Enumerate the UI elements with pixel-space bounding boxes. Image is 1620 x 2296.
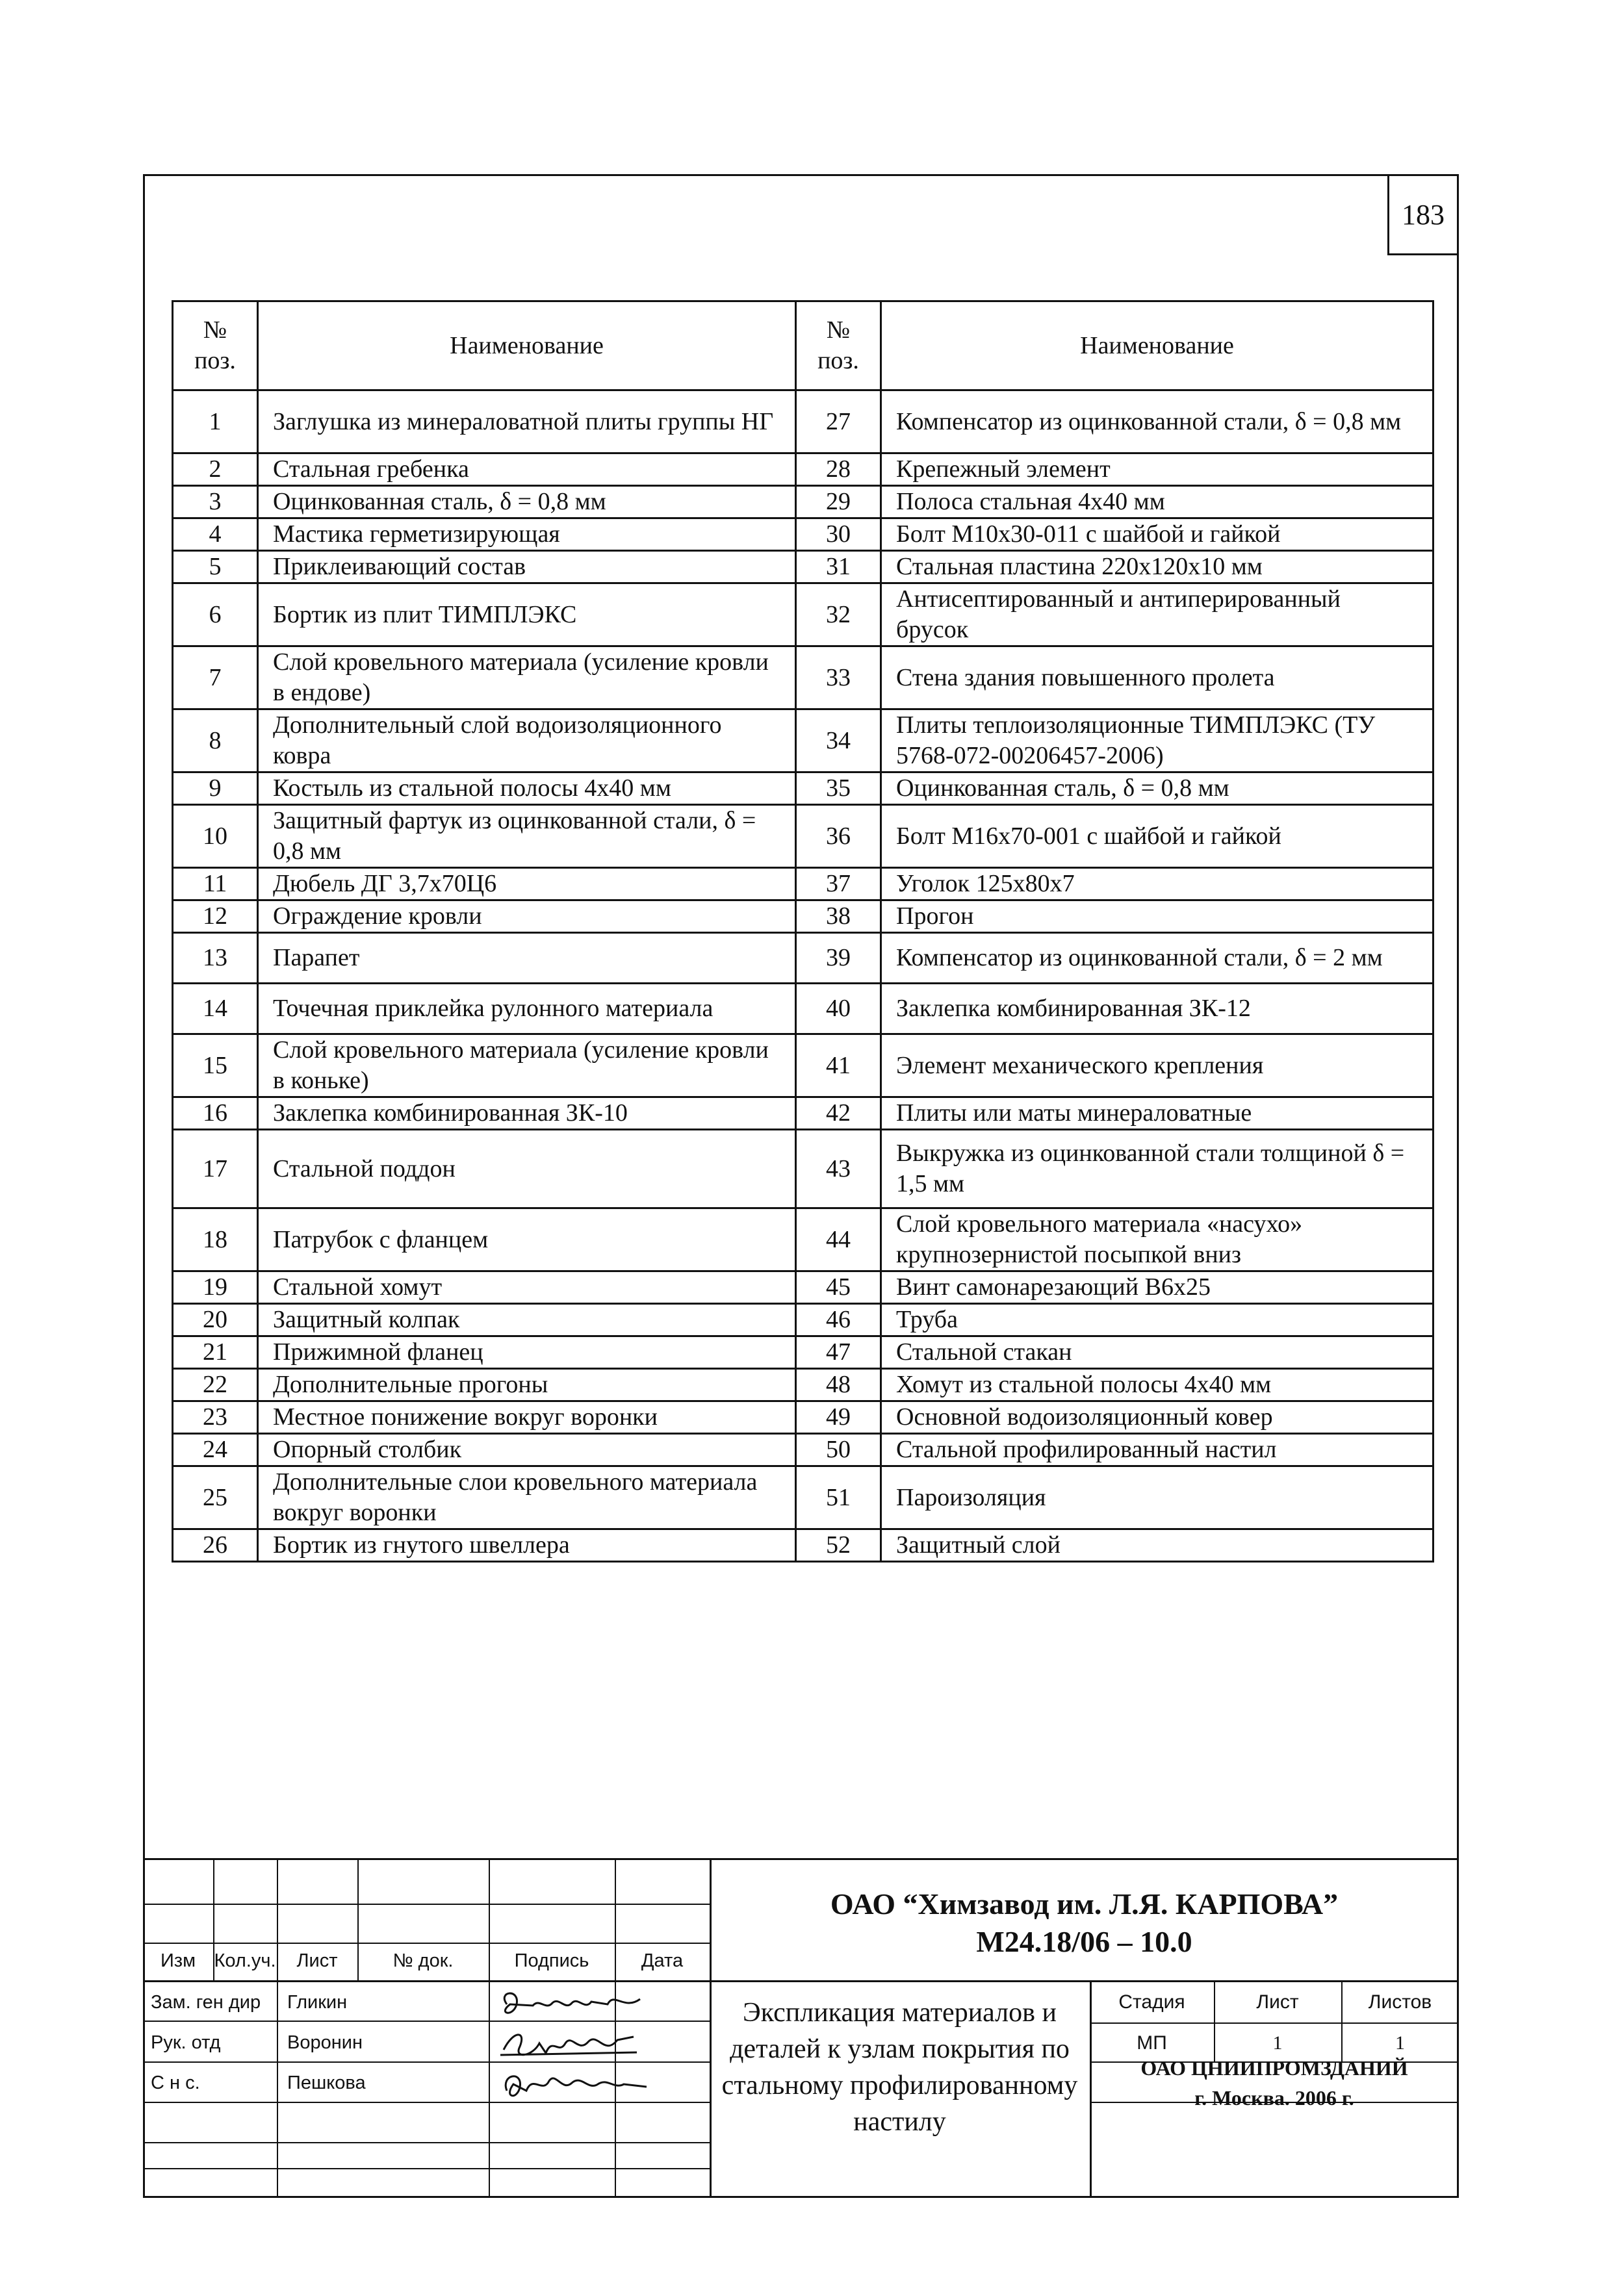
table-row	[173, 772, 1434, 805]
position-number: 33	[796, 646, 881, 709]
position-number: 6	[173, 583, 258, 646]
table-row	[173, 646, 1434, 709]
item-name: Опорный столбик	[258, 1434, 796, 1466]
table-row	[173, 1271, 1434, 1304]
item-name: Оцинкованная сталь, δ = 0,8 мм	[258, 486, 796, 518]
role-2-name: Воронин	[287, 2032, 363, 2053]
city-year: г. Москва. 2006 г.	[1194, 2086, 1354, 2110]
developer-block	[1090, 2053, 1459, 2113]
table-row	[173, 1369, 1434, 1401]
position-number: 28	[796, 453, 881, 486]
stage-label: Стадия	[1118, 1991, 1185, 2013]
role-3: С н с.	[151, 2073, 200, 2093]
position-number: 38	[796, 900, 881, 933]
item-name: Парапет	[258, 933, 796, 984]
position-number: 21	[173, 1336, 258, 1369]
role-2: Рук. отд	[151, 2032, 221, 2053]
position-number: 32	[796, 583, 881, 646]
item-name: Винт самонарезающий В6х25	[881, 1271, 1434, 1304]
position-number: 36	[796, 805, 881, 868]
position-number: 5	[173, 551, 258, 583]
col-doc: № док.	[392, 1950, 454, 1971]
item-name: Слой кровельного материала «насухо» крупнозернистой посыпкой вниз	[881, 1208, 1434, 1271]
table-row	[173, 709, 1434, 772]
item-name: Дополнительные слои кровельного материала вокруг воронки	[258, 1466, 796, 1529]
position-number: 26	[173, 1529, 258, 1562]
table-row	[173, 1401, 1434, 1434]
item-name: Стальной поддон	[258, 1130, 796, 1208]
table-row	[173, 1304, 1434, 1336]
position-number: 14	[173, 984, 258, 1034]
item-name: Крепежный элемент	[881, 453, 1434, 486]
position-number: 3	[173, 486, 258, 518]
item-name: Точечная приклейка рулонного материала	[258, 984, 796, 1034]
position-number: 23	[173, 1401, 258, 1434]
sheets-label: Листов	[1368, 1991, 1432, 2013]
title-block	[143, 1858, 1459, 2198]
position-number: 48	[796, 1369, 881, 1401]
item-name: Полоса стальная 4х40 мм	[881, 486, 1434, 518]
item-name: Заклепка комбинированная ЗК-10	[258, 1097, 796, 1130]
col-kol-uch: Кол.уч.	[214, 1950, 276, 1971]
position-number: 30	[796, 518, 881, 551]
table-row	[173, 390, 1434, 453]
table-row	[173, 551, 1434, 583]
position-number: 45	[796, 1271, 881, 1304]
col-izm: Изм	[160, 1950, 196, 1971]
signature-2	[494, 2024, 643, 2064]
item-name: Приклеивающий состав	[258, 551, 796, 583]
position-number: 12	[173, 900, 258, 933]
table-header-row	[173, 301, 1434, 390]
page-number: 183	[1387, 174, 1459, 255]
item-name: Компенсатор из оцинкованной стали, δ = 2 мм	[881, 933, 1434, 984]
header-name-right: Наименование	[881, 301, 1434, 390]
position-number: 11	[173, 868, 258, 900]
position-number: 34	[796, 709, 881, 772]
table-row	[173, 518, 1434, 551]
item-name: Дюбель ДГ 3,7х70Ц6	[258, 868, 796, 900]
developer-name: ОАО ЦНИИПРОМЗДАНИЙ	[1140, 2056, 1408, 2080]
item-name: Болт М16х70-001 с шайбой и гайкой	[881, 805, 1434, 868]
item-name: Защитный слой	[881, 1529, 1434, 1562]
sheet-description: Экспликация материалов и деталей к узлам покрытия по стальному профилированному настилу	[721, 1998, 1078, 2137]
item-name: Патрубок с фланцем	[258, 1208, 796, 1271]
col-signature: Подпись	[514, 1950, 589, 1971]
item-name: Стальной профилированный настил	[881, 1434, 1434, 1466]
item-name: Дополнительные прогоны	[258, 1369, 796, 1401]
position-number: 51	[796, 1466, 881, 1529]
header-num-left: № поз.	[173, 301, 258, 390]
position-number: 15	[173, 1034, 258, 1097]
table-row	[173, 1130, 1434, 1208]
item-name: Стальной стакан	[881, 1336, 1434, 1369]
position-number: 8	[173, 709, 258, 772]
item-name: Стальная пластина 220х120х10 мм	[881, 551, 1434, 583]
position-number: 47	[796, 1336, 881, 1369]
signature-1	[494, 1985, 643, 2024]
position-number: 25	[173, 1466, 258, 1529]
item-name: Болт М10х30-011 с шайбой и гайкой	[881, 518, 1434, 551]
position-number: 2	[173, 453, 258, 486]
position-number: 52	[796, 1529, 881, 1562]
item-name: Защитный колпак	[258, 1304, 796, 1336]
item-name: Мастика герметизирующая	[258, 518, 796, 551]
position-number: 50	[796, 1434, 881, 1466]
position-number: 9	[173, 772, 258, 805]
position-number: 42	[796, 1097, 881, 1130]
item-name: Местное понижение вокруг воронки	[258, 1401, 796, 1434]
table-row	[173, 1336, 1434, 1369]
position-number: 37	[796, 868, 881, 900]
col-list: Лист	[296, 1950, 338, 1971]
header-name-left: Наименование	[258, 301, 796, 390]
item-name: Хомут из стальной полосы 4х40 мм	[881, 1369, 1434, 1401]
organization-name: ОАО “Химзавод им. Л.Я. КАРПОВА”	[830, 1887, 1339, 1920]
table-row	[173, 1434, 1434, 1466]
position-number: 4	[173, 518, 258, 551]
item-name: Прогон	[881, 900, 1434, 933]
item-name: Ограждение кровли	[258, 900, 796, 933]
materials-table	[172, 300, 1434, 1563]
item-name: Плиты или маты минераловатные	[881, 1097, 1434, 1130]
sheet-value: 1	[1272, 2032, 1283, 2054]
item-name: Оцинкованная сталь, δ = 0,8 мм	[881, 772, 1434, 805]
position-number: 40	[796, 984, 881, 1034]
position-number: 29	[796, 486, 881, 518]
item-name: Защитный фартук из оцинкованной стали, δ = 0,8 мм	[258, 805, 796, 868]
position-number: 16	[173, 1097, 258, 1130]
sheet-label: Лист	[1256, 1991, 1299, 2013]
position-number: 13	[173, 933, 258, 984]
signature-3	[494, 2065, 650, 2104]
position-number: 1	[173, 390, 258, 453]
position-number: 41	[796, 1034, 881, 1097]
position-number: 7	[173, 646, 258, 709]
position-number: 20	[173, 1304, 258, 1336]
item-name: Слой кровельного материала (усиление кровли в ендове)	[258, 646, 796, 709]
item-name: Пароизоляция	[881, 1466, 1434, 1529]
table-row	[173, 1097, 1434, 1130]
item-name: Слой кровельного материала (усиление кровли в коньке)	[258, 1034, 796, 1097]
item-name: Заклепка комбинированная ЗК-12	[881, 984, 1434, 1034]
position-number: 39	[796, 933, 881, 984]
table-row	[173, 453, 1434, 486]
item-name: Труба	[881, 1304, 1434, 1336]
position-number: 19	[173, 1271, 258, 1304]
item-name: Антисептированный и антиперированный брусок	[881, 583, 1434, 646]
item-name: Костыль из стальной полосы 4х40 мм	[258, 772, 796, 805]
position-number: 17	[173, 1130, 258, 1208]
sheets-value: 1	[1395, 2032, 1405, 2054]
position-number: 31	[796, 551, 881, 583]
position-number: 27	[796, 390, 881, 453]
stage-value: МП	[1137, 2032, 1167, 2054]
item-name: Основной водоизоляционный ковер	[881, 1401, 1434, 1434]
item-name: Выкружка из оцинкованной стали толщиной δ = 1,5 мм	[881, 1130, 1434, 1208]
item-name: Прижимной фланец	[258, 1336, 796, 1369]
table-row	[173, 1529, 1434, 1562]
item-name: Уголок 125х80х7	[881, 868, 1434, 900]
table-row	[173, 486, 1434, 518]
item-name: Стена здания повышенного пролета	[881, 646, 1434, 709]
item-name: Компенсатор из оцинкованной стали, δ = 0,8 мм	[881, 390, 1434, 453]
table-row	[173, 1208, 1434, 1271]
position-number: 18	[173, 1208, 258, 1271]
position-number: 49	[796, 1401, 881, 1434]
table-row	[173, 1034, 1434, 1097]
header-num-right: № поз.	[796, 301, 881, 390]
item-name: Заглушка из минераловатной плиты группы НГ	[258, 390, 796, 453]
document-code: М24.18/06 – 10.0	[976, 1925, 1192, 1958]
item-name: Стальной хомут	[258, 1271, 796, 1304]
table-row	[173, 900, 1434, 933]
position-number: 22	[173, 1369, 258, 1401]
table-row	[173, 805, 1434, 868]
position-number: 43	[796, 1130, 881, 1208]
item-name: Бортик из гнутого швеллера	[258, 1529, 796, 1562]
item-name: Плиты теплоизоляционные ТИМПЛЭКС (ТУ 5768-072-00206457-2006)	[881, 709, 1434, 772]
item-name: Элемент механического крепления	[881, 1034, 1434, 1097]
role-1-name: Гликин	[287, 1992, 348, 2013]
item-name: Бортик из плит ТИМПЛЭКС	[258, 583, 796, 646]
item-name: Стальная гребенка	[258, 453, 796, 486]
table-row	[173, 984, 1434, 1034]
position-number: 35	[796, 772, 881, 805]
col-date: Дата	[641, 1950, 684, 1971]
position-number: 44	[796, 1208, 881, 1271]
item-name: Дополнительный слой водоизоляционного ковра	[258, 709, 796, 772]
role-1: Зам. ген дир	[151, 1992, 261, 2013]
position-number: 10	[173, 805, 258, 868]
position-number: 46	[796, 1304, 881, 1336]
organization-and-code	[710, 1885, 1459, 1961]
table-row	[173, 933, 1434, 984]
table-row	[173, 868, 1434, 900]
position-number: 24	[173, 1434, 258, 1466]
role-3-name: Пешкова	[287, 2073, 366, 2093]
table-row	[173, 1466, 1434, 1529]
table-row	[173, 583, 1434, 646]
